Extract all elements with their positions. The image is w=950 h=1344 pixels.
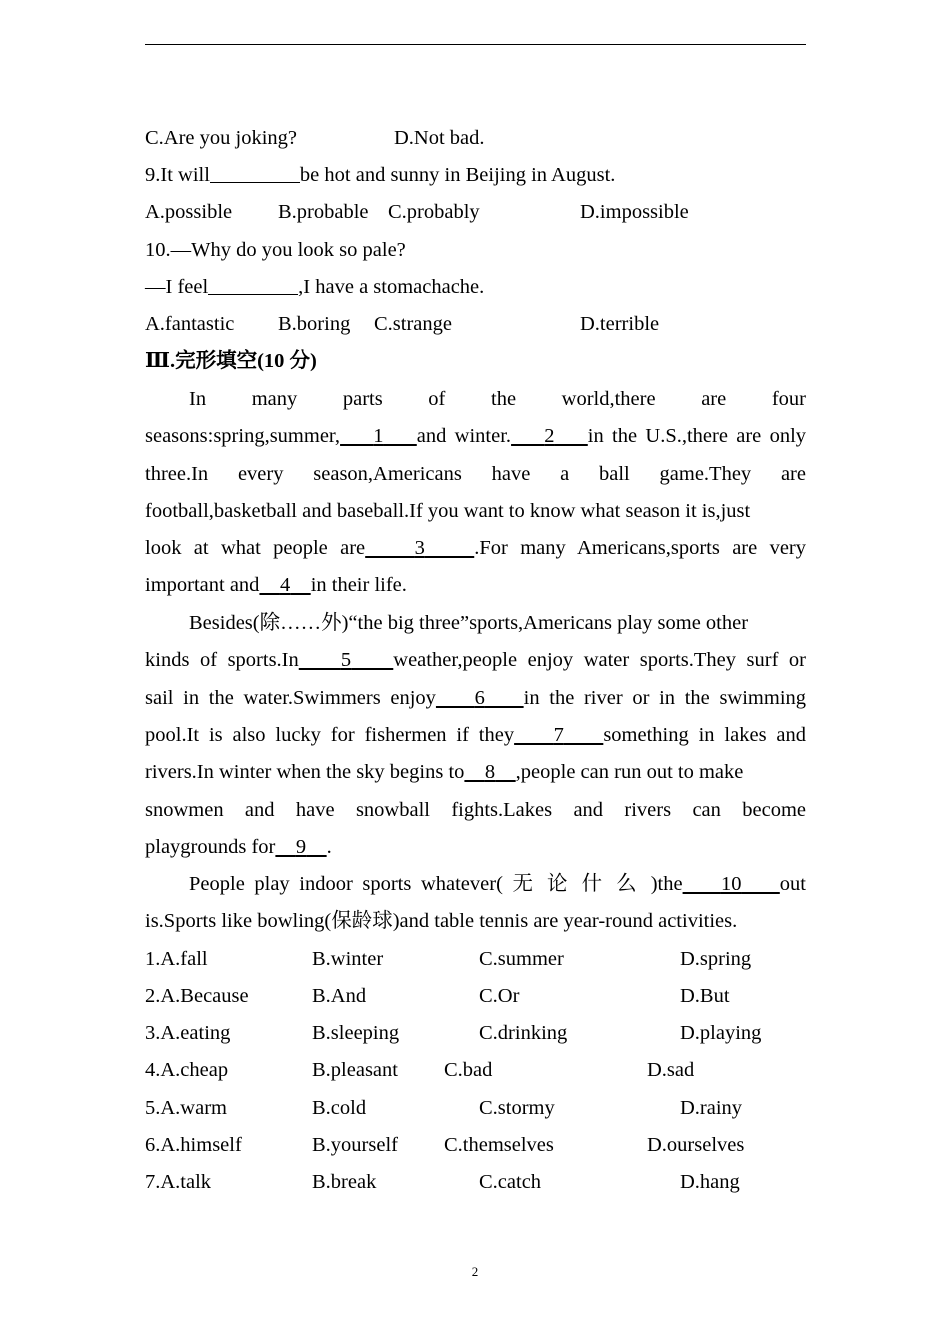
option-a: A.fantastic xyxy=(145,313,235,335)
option-c: C.strange xyxy=(374,313,452,335)
option-b: B.boring xyxy=(278,313,351,335)
passage-line: In many parts of the world,there are four xyxy=(189,388,806,410)
passage-line: People play indoor sports whatever( 无 论 什 么 )the 10 out xyxy=(189,873,806,895)
gap-2: 2 xyxy=(544,425,555,447)
gap-3: 3 xyxy=(414,537,425,559)
option-d: D.terrible xyxy=(580,313,660,335)
gap-7: 7 xyxy=(553,724,564,746)
page-number: 2 xyxy=(471,1264,479,1279)
gap-9: 9 xyxy=(295,836,307,858)
option-d: D.Not bad. xyxy=(394,127,485,149)
gap-1: 1 xyxy=(373,425,384,447)
gap-10: 10 xyxy=(720,873,742,895)
passage-line: pool.It is also lucky for fishermen if they 7 something in lakes and xyxy=(145,724,807,746)
passage-line: kinds of sports.In 5 weather,people enjoy water sports.They surf or xyxy=(145,649,807,671)
gap-6: 6 xyxy=(474,687,485,709)
q10-stem: 10.—Why do you look so pale? xyxy=(145,239,406,261)
passage-line: football,basketball and baseball.If you want to know what season it is,just xyxy=(145,500,751,522)
passage-line: sail in the water.Swimmers enjoy 6 in the river or in the swimming xyxy=(145,687,807,709)
passage-line: playgrounds for 9 . xyxy=(145,836,332,858)
option-b: B.probable xyxy=(278,201,369,223)
passage-line: is.Sports like bowling(保龄球)and table tennis are year-round activities. xyxy=(145,910,738,932)
passage-line: snowmen and have snowball fights.Lakes and rivers can become xyxy=(145,799,806,821)
gap-4: 4 xyxy=(279,574,291,596)
passage-line: look at what people are 3 .For many Americans,sports are very xyxy=(145,537,807,559)
answer-blank xyxy=(210,162,300,183)
section-heading: Ⅲ.完形填空(10 分) xyxy=(145,350,317,372)
option-c: C.probably xyxy=(388,201,480,223)
q9-stem: 9.It will be hot and sunny in Beijing in August. xyxy=(145,164,616,186)
answer-blank xyxy=(208,274,298,295)
option-d: D.impossible xyxy=(580,201,689,223)
passage-line: three.In every season,Americans have a ball game.They are xyxy=(145,463,806,485)
passage-line: seasons:spring,summer, 1 and winter. 2 in the U.S.,there are only xyxy=(145,425,807,447)
passage-line: Besides(除……外)“the big three”sports,Americans play some other xyxy=(189,612,749,634)
q10-reply: —I feel ,I have a stomachache. xyxy=(145,276,485,298)
header-rule xyxy=(145,44,806,45)
passage-line: rivers.In winter when the sky begins to 8 ,people can run out to make xyxy=(145,761,744,783)
gap-8: 8 xyxy=(484,761,496,783)
option-a: A.possible xyxy=(145,201,233,223)
gap-5: 5 xyxy=(340,649,352,671)
option-c: C.Are you joking? xyxy=(145,127,298,149)
passage-line: important and 4 in their life. xyxy=(145,574,407,596)
